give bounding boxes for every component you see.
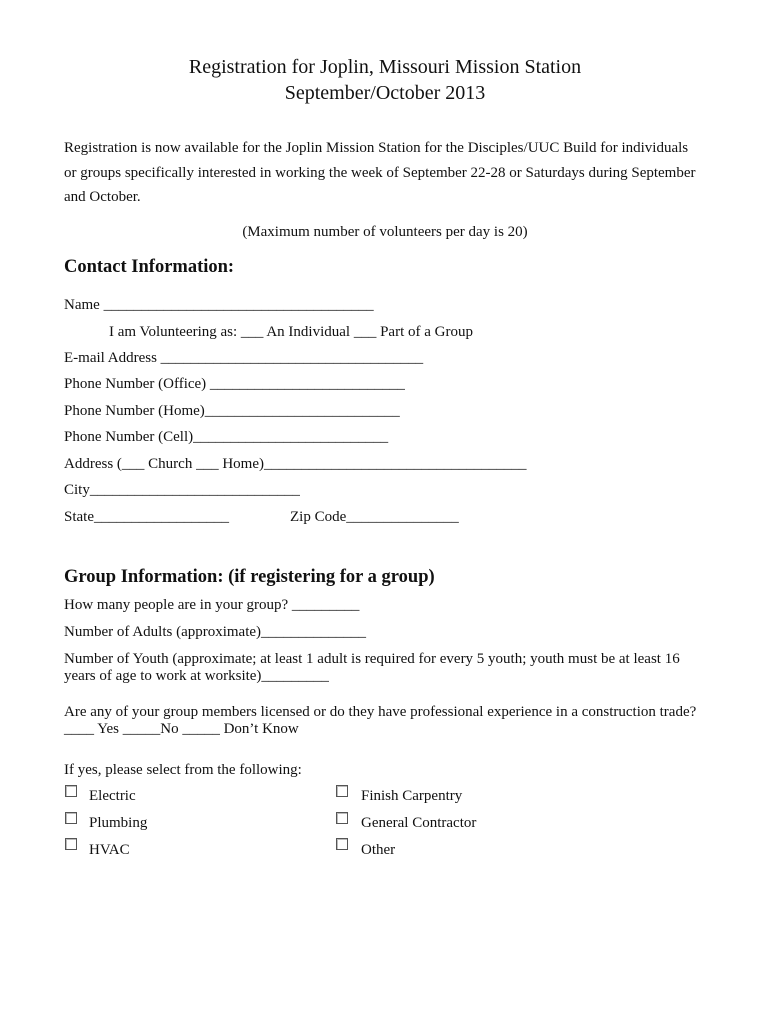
trade-select-prompt: If yes, please select from the following: — [64, 762, 302, 778]
trade-label: Finish Carpentry — [361, 788, 463, 804]
trade-label: Other — [361, 842, 396, 858]
general-contractor-checkbox[interactable] — [336, 812, 348, 824]
phone-cell-field[interactable]: Phone Number (Cell)__________________________ — [64, 429, 389, 445]
youth-count-field[interactable]: Number of Youth (approximate; at least 1 adult is required for every 5 youth; youth must be at least 16 years of age to work at worksite)_________ — [64, 651, 680, 684]
email-field[interactable]: E-mail Address ___________________________________ — [64, 350, 424, 366]
page-subtitle: September/October 2013 — [284, 82, 486, 104]
intro-paragraph: Registration is now available for the Joplin Mission Station for the Disciples/UUC Build for individuals or groups specifically interested in working the week of September 22-28 or Saturdays during September and October. — [64, 140, 696, 205]
licensed-trade-question[interactable]: Are any of your group members licensed or do they have professional experience in a construction trade? ____ Yes _____No _____ Don’t Know — [64, 704, 697, 737]
trade-label: Plumbing — [89, 815, 148, 831]
group-heading: Group Information: (if registering for a group) — [64, 567, 435, 587]
contact-heading: Contact Information: — [64, 257, 235, 277]
other-checkbox[interactable] — [336, 838, 348, 850]
hvac-checkbox[interactable] — [65, 838, 77, 850]
plumbing-checkbox[interactable] — [65, 812, 77, 824]
electric-checkbox[interactable] — [65, 785, 77, 797]
group-size-field[interactable]: How many people are in your group? _________ — [64, 597, 360, 613]
finish-carpentry-checkbox[interactable] — [336, 785, 348, 797]
city-field[interactable]: City____________________________ — [64, 482, 300, 498]
state-field[interactable]: State__________________ — [64, 509, 229, 525]
address-field[interactable]: Address (___ Church ___ Home)___________________________________ — [64, 456, 527, 472]
adults-count-field[interactable]: Number of Adults (approximate)______________ — [64, 624, 367, 640]
trade-label: Electric — [89, 788, 136, 804]
trade-label: HVAC — [89, 842, 130, 858]
zip-code-field[interactable]: Zip Code_______________ — [290, 509, 459, 525]
page-title: Registration for Joplin, Missouri Mission Station — [188, 56, 582, 78]
trade-label: General Contractor — [361, 815, 477, 831]
name-field[interactable]: Name ____________________________________ — [64, 297, 374, 313]
phone-home-field[interactable]: Phone Number (Home)__________________________ — [64, 403, 400, 419]
phone-office-field[interactable]: Phone Number (Office) __________________________ — [64, 376, 405, 392]
max-volunteers-note: (Maximum number of volunteers per day is 20) — [242, 224, 528, 240]
volunteering-as-field[interactable]: I am Volunteering as: ___ An Individual ___ Part of a Group — [109, 324, 473, 340]
